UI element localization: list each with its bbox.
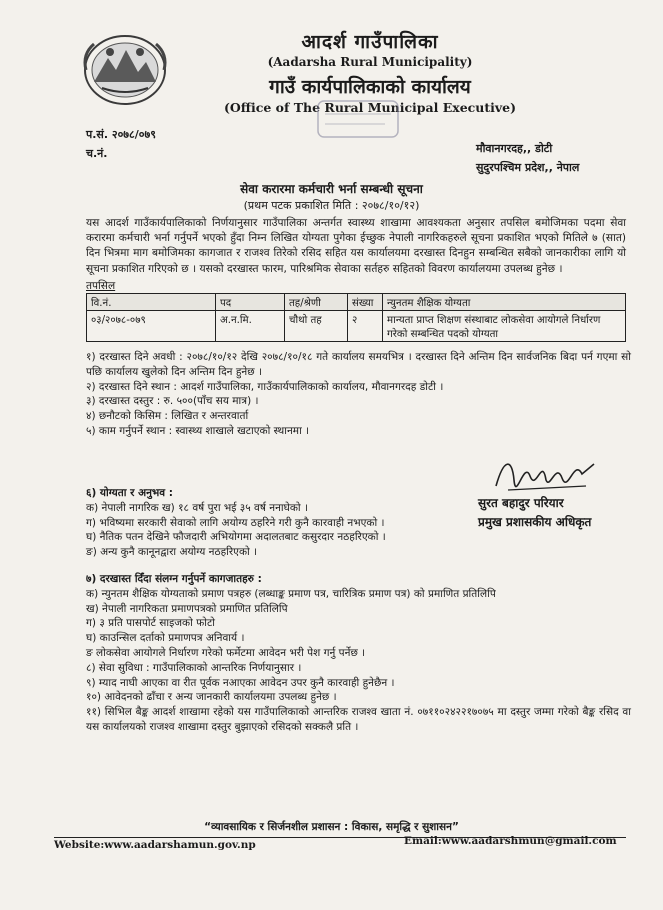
- vacancy-table: [86, 293, 626, 342]
- table-header-cell: संख्या: [348, 294, 383, 311]
- list-item: घ) नैतिक पतन देखिने फौजदारी अभियोगमा अदालतबाट कसुरदार नठहरिएको ।: [86, 531, 386, 544]
- signatory-designation: प्रमुख प्रशासकीय अधिकृत: [478, 515, 592, 529]
- office-stamp-icon: [315, 98, 401, 140]
- list-item: घ) काउन्सिल दर्ताको प्रमाणपत्र अनिवार्य ।: [86, 632, 245, 645]
- table-cell: ०३/२०७८-०७९: [87, 311, 216, 342]
- notice-intro: यस आदर्श गाउँकार्यपालिकाको निर्णयानुसार गाउँपालिका अन्तर्गत स्वास्थ्य शाखामा आवश्यकता अनुसार तपसिल बमोजिमका पदमा सेवा करारमा कर्मचारी भर्ना गर्नुपर्ने भएको हुँदा निम्न लिखित योग्यता पुगेका ईच्छुक नेपाली नागरिकहरुले सूचना प्रकाशित भएको मितिले ७ (सात) दिन भित्रमा माग बमोजिमका कागजात र राजश्व तिरेको रसिद सहित यस कार्यालयमा दरखास्त दिनहुन सम्बन्धित सबैको जानकारीका लागि यो सूचना प्रकाशित गरिएको छ । यसको दरखास्त फारम, पारिश्रमिक सेवाका सर्तहरु सहितको विवरण कार्यालयमा उपलब्ध हुनेछ ।: [86, 217, 626, 275]
- list-item: ४) छनौटको किसिम : लिखित र अन्तरवार्ता: [86, 410, 249, 423]
- reference-number: प.सं. २०७८/०७९: [86, 128, 156, 141]
- list-item: १) दरखास्त दिने अवधी : २०७८/१०/१२ देखि २०७८/१०/१८ गते कार्यालय समयभित्र । दरखास्त दिने अन्तिम दिन सार्वजनिक बिदा पर्न गएमा सो पछि कार्यालय खुलेको दिन अन्तिम दिन हुनेछ ।: [86, 351, 631, 378]
- office-name-np: गाउँ कार्यपालिकाको कार्यालय: [269, 76, 471, 98]
- list-item: ३) दरखास्त दस्तुर : रु. ५००(पाँच सय मात्र) ।: [86, 395, 259, 408]
- office-name-en: (Office of The Rural Municipal Executive): [223, 100, 517, 115]
- address-line-2: सुदुरपश्चिम प्रदेश,, नेपाल: [476, 161, 580, 174]
- documents-section: [86, 572, 631, 735]
- footer-website: Website:www.aadarshamun.gov.np: [54, 839, 256, 851]
- list-item: ९) म्याद नाघी आएका वा रीत पूर्वक नआएका आवेदन उपर कुनै कारवाही हुनेछैन ।: [86, 676, 395, 689]
- qualifications-section: [86, 486, 476, 560]
- list-item: ङ लोकसेवा आयोगले निर्धारण गरेको फर्मेटमा आवेदन भरी पेश गर्नु पर्नेछ ।: [86, 646, 366, 659]
- list-item: क) न्युनतम शैक्षिक योग्यताको प्रमाण पत्रहरु (लब्धाङ्क प्रमाण पत्र, चारित्रिक प्रमाण पत्र) को प्रमाणित प्रतिलिपि: [86, 587, 496, 600]
- municipality-name-np: आदर्श गाउँपालिका: [301, 31, 439, 53]
- list-item: ८) सेवा सुविधा : गाउँपालिकाको आन्तरिक निर्णयानुसार ।: [86, 661, 302, 674]
- list-item: ११) सिभिल बैङ्क आदर्श शाखामा रहेको यस गाउँपालिकाको आन्तरिक राजश्व खाता नं. ०७११०२४२२१७०७५ मा दस्तुर जम्मा गरेको बैङ्क रसिद वा यस कार्यालयको राजश्व शाखामा दस्तुर बुझाएको रसिदको सक्कलै प्रति ।: [86, 706, 631, 733]
- address-line-1: मौवानगरदह,, डोटी: [476, 142, 553, 155]
- schedule-label: तपसिल: [86, 280, 116, 292]
- table-cell: अ.न.मि.: [216, 311, 285, 342]
- table-row: [87, 311, 626, 342]
- table-header-row: [87, 294, 626, 311]
- municipality-name-en: (Aadarsha Rural Municipality): [267, 55, 473, 69]
- notice-title: सेवा करारमा कर्मचारी भर्ना सम्बन्धी सूचना: [240, 182, 423, 196]
- list-item: ग) ३ प्रति पासपोर्ट साइजको फोटो: [86, 617, 215, 630]
- footer-slogan: “व्यावसायिक र सिर्जनशील प्रशासन : विकास, समृद्धि र सुशासन”: [204, 821, 459, 833]
- section-title: ७) दरखास्त दिँदा संलग्न गर्नुपर्ने कागजातहरु :: [86, 573, 262, 585]
- table-header-cell: न्युनतम शैक्षिक योग्यता: [383, 294, 626, 311]
- table-header-cell: तह/श्रेणी: [285, 294, 348, 311]
- notice-subtitle: (प्रथम पटक प्रकाशित मिति : २०७८/१०/१२): [243, 199, 420, 212]
- list-item: १०) आवेदनको ढाँचा र अन्य जानकारी कार्यालयमा उपलब्ध हुनेछ ।: [86, 691, 337, 704]
- list-item: २) दरखास्त दिने स्थान : आदर्श गाउँपालिका, गाउँकार्यपालिकाको कार्यालय, मौवानगरदह डोटी ।: [86, 380, 444, 393]
- signatory-name: सुरत बहादुर परियार: [478, 496, 564, 510]
- details-list: [86, 350, 631, 439]
- list-item: ङ) अन्य कुनै कानूनद्वारा अयोग्य नठहरिएको ।: [86, 546, 258, 559]
- table-header-cell: पद: [216, 294, 285, 311]
- table-cell: चौथो तह: [285, 311, 348, 342]
- footer-email: Email:www.aadarshmun@gmail.com: [404, 835, 617, 847]
- table-header-cell: वि.नं.: [87, 294, 216, 311]
- list-item: ग) भविष्यमा सरकारी सेवाको लागि अयोग्य ठहरिने गरी कुनै कारवाही नभएको ।: [86, 516, 385, 529]
- table-cell: मान्यता प्राप्त शिक्षण संस्थाबाट लोकसेवा आयोगले निर्धारण गरेको सम्बन्धित पदको योग्यता: [383, 311, 626, 342]
- section-title: ६) योग्यता र अनुभव :: [86, 487, 173, 499]
- table-cell: २: [348, 311, 383, 342]
- dispatch-number: च.नं.: [86, 147, 108, 160]
- list-item: ५) काम गर्नुपर्ने स्थान : स्वास्थ्य शाखाले खटाएको स्थानमा ।: [86, 424, 310, 437]
- signature-icon: [490, 450, 600, 498]
- list-item: ख) नेपाली नागरिकता प्रमाणपत्रको प्रमाणित प्रतिलिपि: [86, 602, 288, 615]
- municipality-emblem-icon: [80, 30, 170, 108]
- list-item: क) नेपाली नागरिक ख) १८ वर्ष पुरा भई ३५ वर्ष ननाघेको ।: [86, 501, 308, 514]
